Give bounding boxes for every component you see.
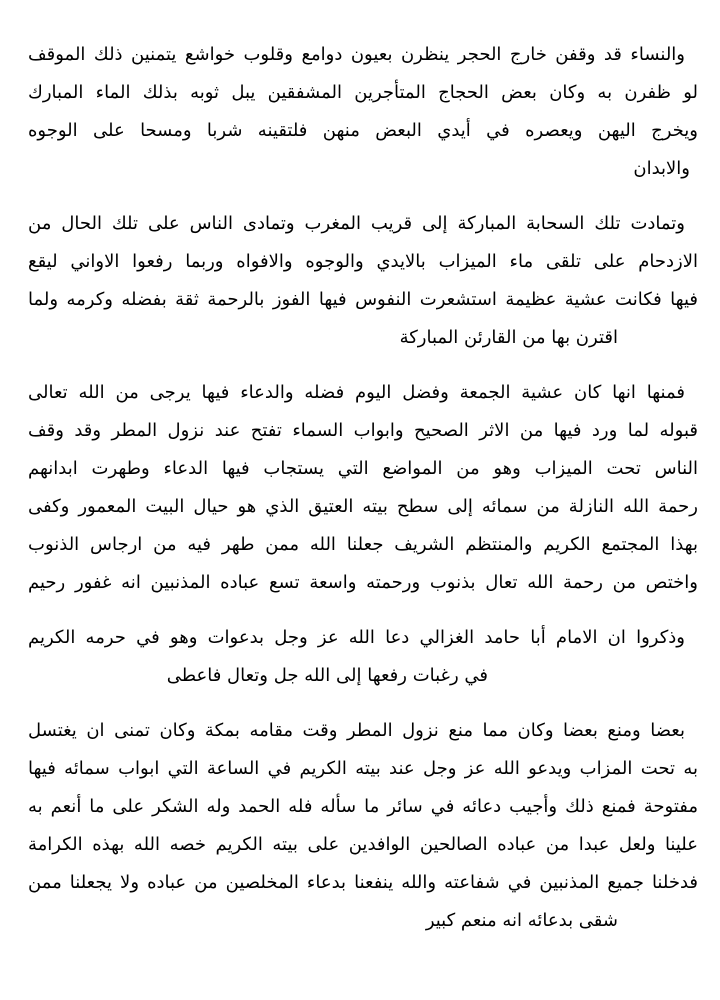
text-line: في رغبات رفعها إلى الله جل وتعال فاعطى [166,665,488,686]
text-line: به تحت المزاب ويدعو الله عز وجل عند بيته الكريم في الساعة التي ابواب سمائه فيها [28,758,698,779]
text-line: بعضا ومنع بعضا وكان مما منع نزول المطر وقت مقامه بمكة وكان تمنى ان يغتسل [28,720,685,741]
paragraph-3 [28,374,698,602]
text-line: لو ظفرن به وكان بعض الحجاج المتأجرين المشفقين يبل ثوبه بذلك الماء المبارك [28,82,698,103]
text-line: الناس تحت الميزاب وهو من المواضع التي يستجاب فيها الدعاء وطهرت ابدانهم [28,458,698,479]
text-line: علينا ولعل عبدا من عباده الصالحين الوافدين على بيته الكريم خصه الله بهذه الكرامة [28,834,698,855]
text-line: والابدان [633,158,690,179]
text-line: فدخلنا جميع المذنبين في شفاعته والله ينفعنا بدعاء المخلصين من عباده ولا يجعلنا ممن [28,872,698,893]
text-line: ويخرج اليهن ويعصره في أيدي البعض منهن فلتقينه شربا ومسحا على الوجوه [28,120,698,141]
text-line: مفتوحة فمنع ذلك وأجيب دعائه في سائر ما سأله فله الحمد وله الشكر على ما أنعم به [28,796,698,817]
text-line: فيها فكانت عشية عظيمة استشعرت النفوس فيها الفوز بالرحمة ثقة بفضله وكرمه ولما [28,289,698,310]
text-line: فمنها انها كان عشية الجمعة وفضل اليوم فضله والدعاء فيها يرجى من الله تعالى [28,382,685,403]
text-line: قبوله لما ورد فيها من الاثر الصحيح وابواب السماء تفتح عند نزول المطر وقد وقف [28,420,698,441]
text-line: شقى بدعائه انه منعم كبير [425,910,618,931]
text-line: اقترن بها من القارئن المباركة [399,327,618,348]
text-line: بهذا المجتمع الكريم والمنتظم الشريف جعلنا الله ممن طهر فيه من ارجاس الذنوب [28,534,698,555]
paragraph-5 [28,712,698,940]
text-line: وتمادت تلك السحابة المباركة إلى قريب المغرب وتمادى الناس على تلك الحال من [28,213,685,234]
text-line: رحمة الله النازلة من سمائه إلى سطح بيته العتيق الذي هو حيال البيت المعمور وكفى [28,496,698,517]
text-line: وذكروا ان الامام أبا حامد الغزالي دعا الله عز وجل بدعوات وهو في حرمه الكريم [28,627,685,648]
paragraph-4 [28,619,698,695]
text-line: والنساء قد وقفن خارج الحجر ينظرن بعيون دوامع وقلوب خواشع يتمنين ذلك الموقف [28,44,685,65]
text-line: الازدحام على تلقى ماء الميزاب بالايدي والوجوه والافواه وربما رفعوا الاواني ليقع [28,251,698,272]
paragraph-2 [28,205,698,357]
paragraph-1 [28,36,698,188]
text-line: واختص من رحمة الله تعال بذنوب ورحمته واسعة تسع عباده المذنبين انه غفور رحيم [28,572,698,593]
